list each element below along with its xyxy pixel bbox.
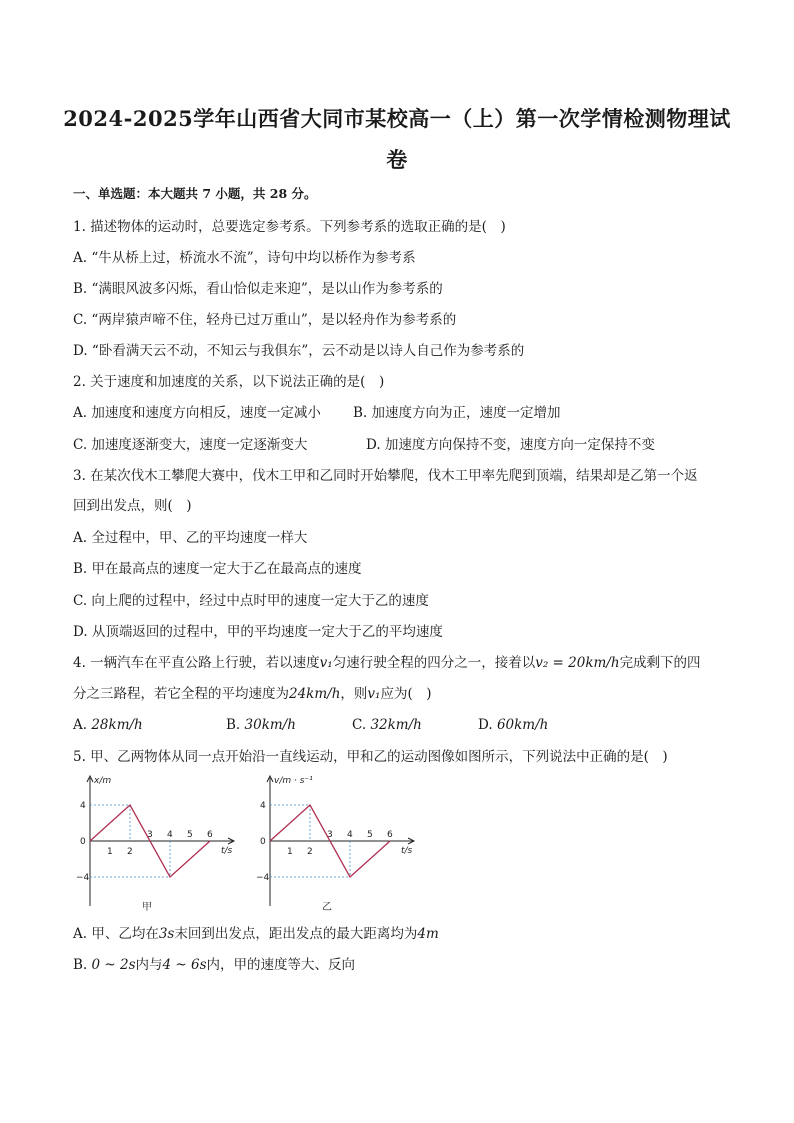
q4-average-speed: 24km/h [289, 686, 341, 702]
q4-stem-line1 [73, 654, 701, 672]
graph1-x-tick-3: 3 [147, 830, 153, 840]
q1-option-b: B. “满眼风波多闪烁，看山恰似走来迎”，是以山作为参考系的 [73, 281, 443, 297]
q4-v1-symbol: v₁ [319, 655, 333, 671]
graph1-x-tick-2: 2 [127, 847, 133, 857]
page-title-line1: 2024-2025学年山西省大同市某校高一（上）第一次学情检测物理试 [63, 106, 731, 131]
graph2-x-tick-3: 3 [327, 830, 333, 840]
graph1-y-label: x/m [94, 776, 112, 786]
q4-option-c: C. 32km/h [352, 717, 422, 733]
graph2-x-tick-4: 4 [347, 830, 353, 840]
q3-stem-line2: 回到出发点，则( ) [73, 498, 192, 514]
q3-stem-line1: 3. 在某次伐木工攀爬大赛中，伐木工甲和乙同时开始攀爬，伐木工甲率先爬到顶端，结果却是乙第一个返 [73, 468, 698, 484]
graph2-x-tick-5: 5 [367, 830, 373, 840]
graph1-caption: 甲 [142, 902, 152, 913]
graph1-x-tick-4: 4 [167, 830, 173, 840]
graph2-y-tick-4: 4 [260, 801, 266, 811]
q4-stem-text-4: 分之三路程，若它全程的平均速度为 [73, 686, 289, 702]
graph2-caption: 乙 [322, 902, 332, 913]
q4-stem-text-3: 完成剩下的四 [619, 655, 701, 671]
q2-option-b: B. 加速度方向为正，速度一定增加 [353, 405, 561, 421]
q5-option-b: B. 0 ~ 2s内与4 ~ 6s内，甲的速度等大、反向 [73, 957, 356, 973]
q4-v1-symbol-2: v₁ [367, 686, 381, 702]
q4-stem-text-2: 匀速行驶全程的四分之一，接着以 [332, 655, 536, 671]
graph2-x-label: t/s [401, 846, 413, 856]
q2-stem: 2. 关于速度和加速度的关系，以下说法正确的是( ) [73, 374, 385, 390]
q4-stem-line2 [73, 685, 432, 703]
page-title-line2: 卷 [386, 147, 408, 172]
q3-option-c: C. 向上爬的过程中，经过中点时甲的速度一定大于乙的速度 [73, 593, 429, 609]
graph1-y-tick-4: 4 [80, 801, 86, 811]
graph1-y-tick-neg4: −4 [76, 873, 90, 883]
graph2-y-tick-0: 0 [260, 837, 266, 847]
graph2-x-tick-6: 6 [387, 830, 393, 840]
graph2-y-tick-neg4: −4 [256, 873, 270, 883]
graph-velocity-time [254, 772, 424, 914]
graph2-y-label: v/m · s⁻¹ [274, 776, 313, 786]
q1-option-a: A. “牛从桥上过，桥流水不流”，诗句中均以桥作为参考系 [73, 250, 416, 266]
q4-option-a: A. 28km/h [73, 717, 143, 733]
q4-option-b: B. 30km/h [226, 717, 296, 733]
q2-option-d: D. 加速度方向保持不变，速度方向一定保持不变 [366, 437, 655, 453]
q2-option-c: C. 加速度逐渐变大，速度一定逐渐变大 [73, 437, 308, 453]
section-heading: 一、单选题：本大题共 7 小题，共 28 分。 [73, 186, 317, 201]
q5-stem: 5. 甲、乙两物体从同一点开始沿一直线运动，甲和乙的运动图像如图所示，下列说法中正确的是( ) [73, 749, 668, 765]
q4-stem-text-5: ，则 [340, 686, 368, 702]
q1-stem: 1. 描述物体的运动时，总要选定参考系。下列参考系的选取正确的是( ) [73, 219, 506, 235]
graph2-x-tick-1: 1 [287, 847, 293, 857]
q2-option-a: A. 加速度和速度方向相反，速度一定减小 [73, 405, 321, 421]
q4-stem-text-1: 4. 一辆汽车在平直公路上行驶，若以速度 [73, 655, 320, 671]
graph1-x-tick-6: 6 [207, 830, 213, 840]
q5-option-a: A. 甲、乙均在3s末回到出发点，距出发点的最大距离均为4m [73, 926, 439, 942]
q1-option-d: D. “卧看满天云不动，不知云与我俱东”，云不动是以诗人自己作为参考系的 [73, 343, 525, 359]
q4-v2-equation: v₂ = 20km/h [535, 655, 620, 671]
q4-stem-text-6: 应为( ) [380, 686, 432, 702]
graph1-x-tick-5: 5 [187, 830, 193, 840]
graph2-x-tick-2: 2 [307, 847, 313, 857]
q3-option-a: A. 全过程中，甲、乙的平均速度一样大 [73, 530, 308, 546]
q3-option-d: D. 从顶端返回的过程中，甲的平均速度一定大于乙的平均速度 [73, 624, 443, 640]
q3-option-b: B. 甲在最高点的速度一定大于乙在最高点的速度 [73, 561, 362, 577]
graph1-x-tick-1: 1 [107, 847, 113, 857]
graph1-x-label: t/s [221, 846, 233, 856]
graph-displacement-time [74, 772, 244, 914]
q1-option-c: C. “两岸猿声啼不住，轻舟已过万重山”，是以轻舟作为参考系的 [73, 312, 457, 328]
graph1-y-tick-0: 0 [80, 837, 86, 847]
q4-option-d: D. 60km/h [478, 717, 549, 733]
